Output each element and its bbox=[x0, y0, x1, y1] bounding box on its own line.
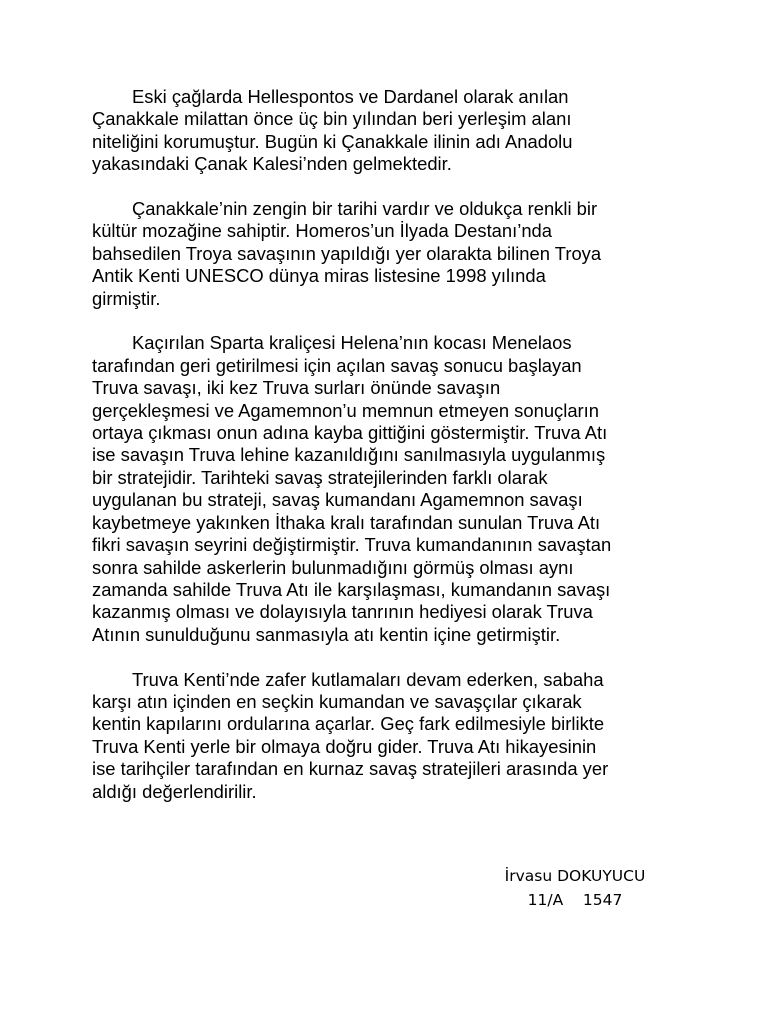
essay-body bbox=[92, 86, 690, 825]
paragraph-truva-fall: Truva Kenti’nde zafer kutlamaları devam ederken, sabaha karşı atın içinden en seçkin kumandan ve savaşçılar çıkarak kentin kapılarını ordularına açarlar. Geç fark edilmesiyle birlikte Truva Kenti yerle bir olmaya doğru gider. Truva Atı hikayesinin ise tarihçiler tarafından en kurnaz savaş stratejileri arasında yer aldığı değerlendirilir. bbox=[92, 668, 609, 802]
paragraph-canakkale-intro: Eski çağlarda Hellespontos ve Dardanel olarak anılan Çanakkale milattan önce üç bin yılından beri yerleşim alanı niteliğini korumuştur. Bugün ki Çanakkale ilinin adı Anadolu yakasındaki Çanak Kalesi’nden gelmektedir. bbox=[92, 86, 573, 175]
author-class-number: 11/A 1547 bbox=[527, 891, 623, 909]
author-name: İrvasu DOKUYUCU bbox=[504, 867, 646, 885]
paragraph-truva-war: Kaçırılan Sparta kraliçesi Helena’nın kocası Menelaos tarafından geri getirilmesi için açılan savaş sonucu başlayan Truva savaşı, iki kez Truva surları önünde savaşın gerçekleşmesi ve Agamemnon’u memnun etmeyen sonuçların ortaya çıkması onun adına kayba gittiğini göstermiştir. Truva Atı ise savaşın Truva lehine kazanıldığını sanılmasıyla uygulanmış bir stratejidir. Tarihteki savaş stratejilerinden farklı olarak uygulanan bu strateji, savaş kumandanı Agamemnon savaşı kaybetmeye yakınken İthaka kralı tarafından sunulan Truva Atı fikri savaşın seyrini değiştirmiştir. Truva kumandanının savaştan sonra sahilde askerlerin bulunmadığını görmüş olması aynı zamanda sahilde Truva Atı ile karşılaşması, kumandanın savaşı kazanmış olması ve dolayısıyla tanrının hediyesi olarak Truva Atının sunulduğunu sanmasıyla atı kentin içine getirmiştir. bbox=[92, 332, 612, 645]
paragraph-troya-history: Çanakkale’nin zengin bir tarihi vardır ve oldukça renkli bir kültür mozağine sahiptir. Homeros’un İlyada Destanı’nda bahsedilen Troya savaşının yapıldığı yer olarakta bilinen Troya Antik Kenti UNESCO dünya miras listesine 1998 yılında girmiştir. bbox=[92, 198, 602, 309]
author-signature bbox=[470, 864, 680, 912]
